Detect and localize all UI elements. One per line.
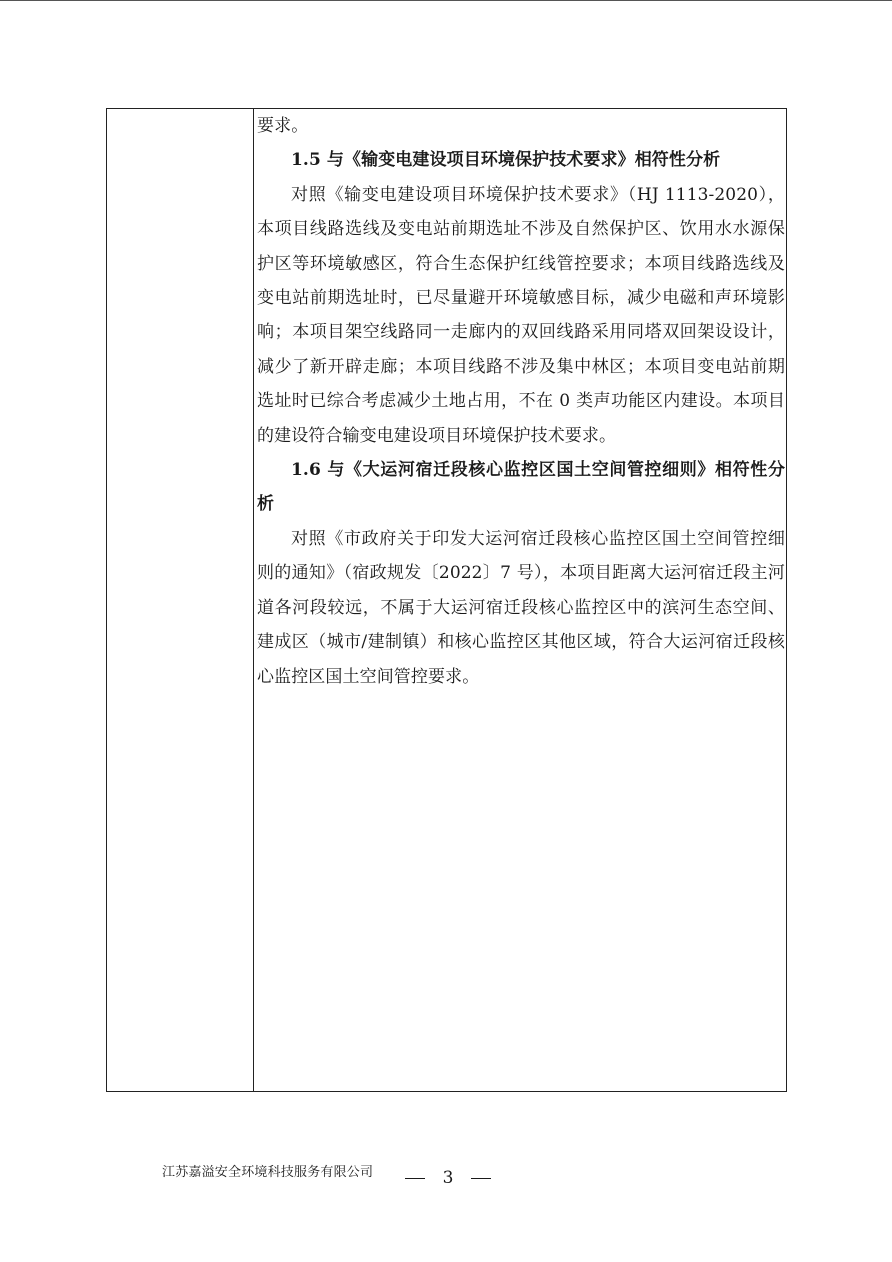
continuation-text: 要求。: [257, 116, 309, 136]
section-1-5-heading: 1.5 与《输变电建设项目环境保护技术要求》相符性分析: [291, 150, 721, 171]
page-number-left-dash: [405, 1178, 425, 1179]
footer-company-name: 江苏嘉溢安全环境科技服务有限公司: [162, 1165, 374, 1180]
page-number-group: [405, 1166, 491, 1190]
section-1-6-heading: 1.6 与《大运河宿迁段核心监控区国土空间管控细则》相符性分析: [257, 460, 785, 515]
content-table: [106, 108, 787, 1092]
analysis-cell: [257, 109, 785, 694]
page-top-edge: [0, 0, 892, 1]
section-1-5-body: 对照《输变电建设项目环境保护技术要求》（HJ 1113-2020），本项目线路选线及变电站前期选址不涉及自然保护区、饮用水水源保护区等环境敏感区，符合生态保护红线管控要求；本项目线路选线及变电站前期选址时，已尽量避开环境敏感目标，减少电磁和声环境影响；本项目架空线路同一走廊内的双回线路采用同塔双回架设设计，减少了新开辟走廊；本项目线路不涉及集中林区；本项目变电站前期选址时已综合考虑减少土地占用，不在 0 类声功能区内建设。本项目的建设符合输变电建设项目环境保护技术要求。: [257, 184, 785, 446]
table-column-divider: [253, 109, 254, 1091]
section-1-6-body: 对照《市政府关于印发大运河宿迁段核心监控区国土空间管控细则的通知》（宿政规发〔2022〕7 号），本项目距离大运河宿迁段主河道各河段较远，不属于大运河宿迁段核心监控区中的滨河生态空间、建成区（城市/建制镇）和核心监控区其他区域，符合大运河宿迁段核心监控区国土空间管控要求。: [257, 528, 785, 687]
page-number: 3: [442, 1168, 454, 1188]
page-number-right-dash: [471, 1178, 491, 1179]
